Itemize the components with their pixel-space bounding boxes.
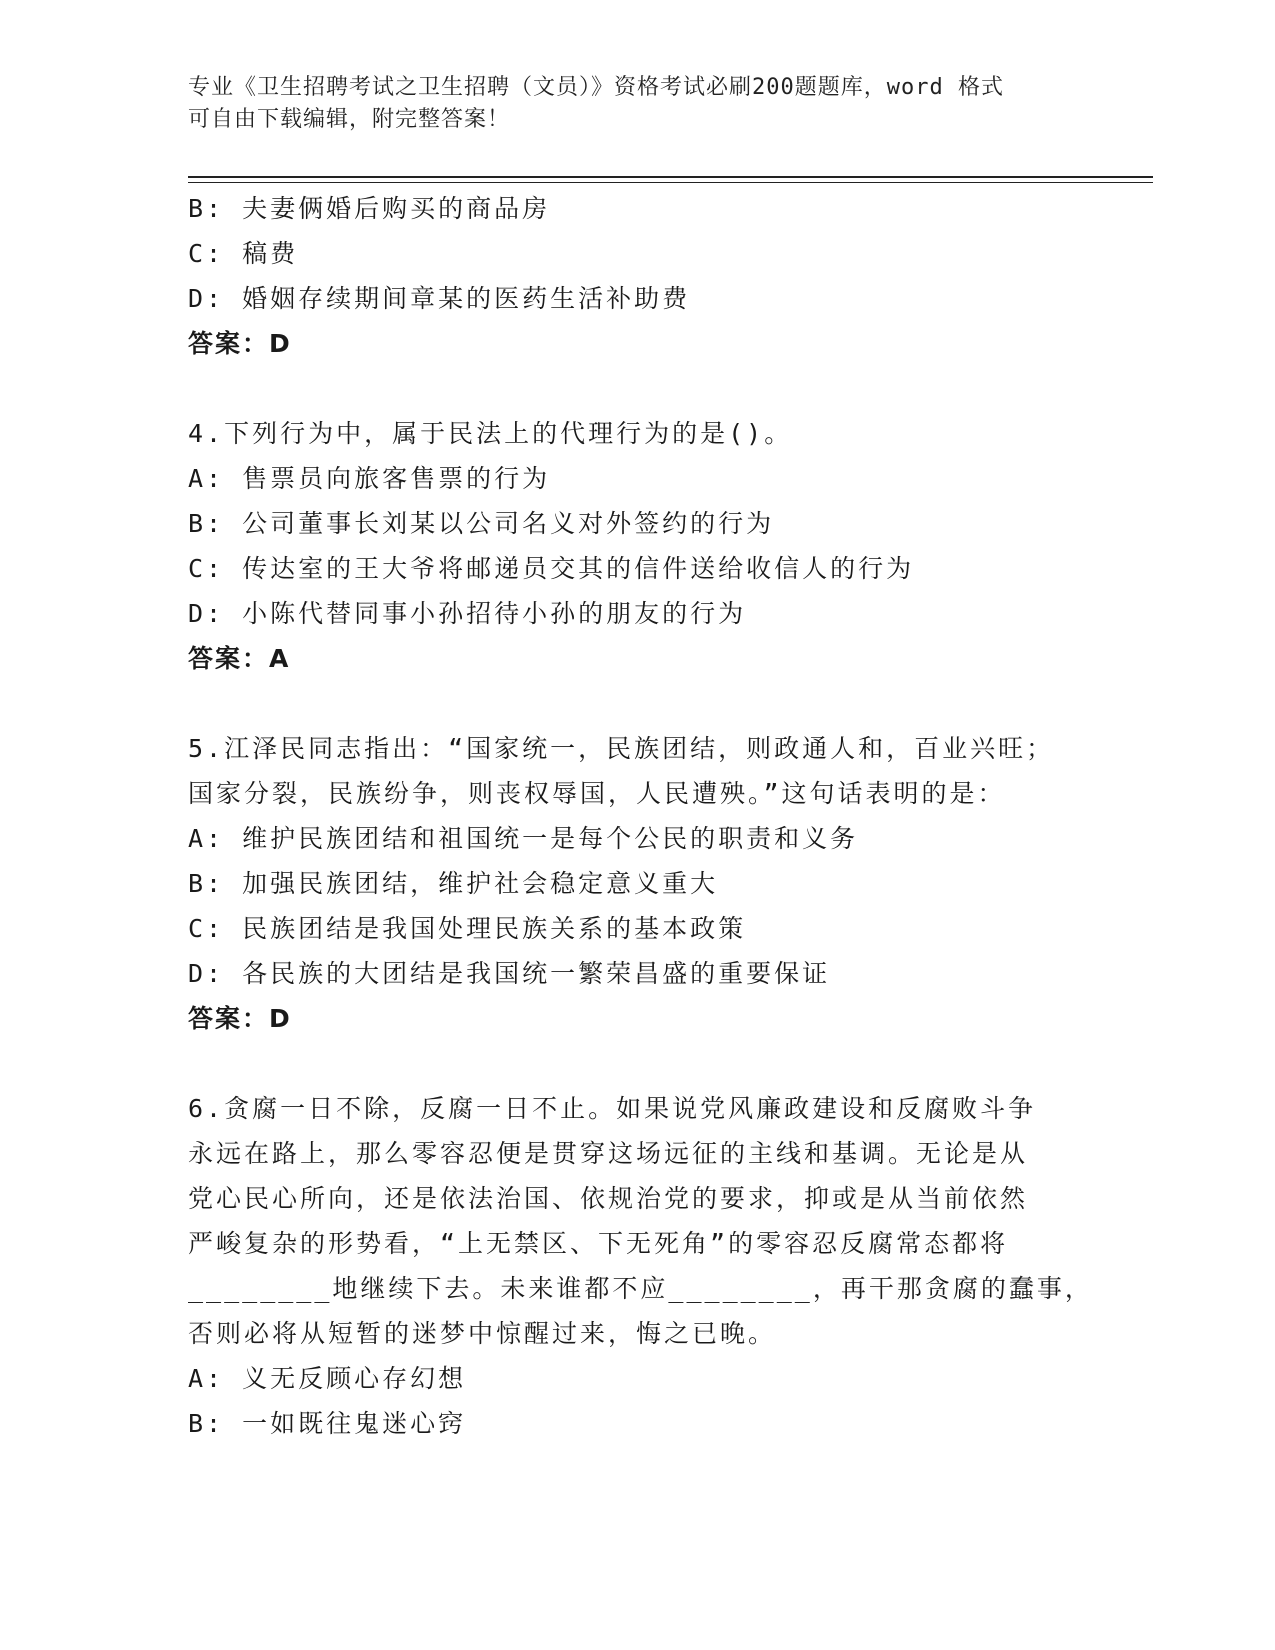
- question-6-block: [188, 1086, 1093, 1446]
- spacer: [188, 1041, 1068, 1086]
- q4-option-a: A: 售票员向旅客售票的行为: [188, 464, 551, 493]
- q6-option-b: B: 一如既往鬼迷心窍: [188, 1409, 467, 1438]
- q6-question-line-4: 严峻复杂的形势看，“上无禁区、下无死角”的零容忍反腐常态都将: [188, 1229, 1009, 1258]
- header-line-1: 专业《卫生招聘考试之卫生招聘（文员）》资格考试必刷200题题库，word 格式: [188, 75, 1004, 100]
- q5-question-line-2: 国家分裂，民族纷争，则丧权辱国，人民遭殃。”这句话表明的是：: [188, 779, 1006, 808]
- q6-question-line-2: 永远在路上，那么零容忍便是贯穿这场远征的主线和基调。无论是从: [188, 1139, 1029, 1168]
- q6-question-line-5: ________地继续下去。未来谁都不应________，再干那贪腐的蠢事，: [188, 1274, 1093, 1303]
- q4-answer: 答案：A: [188, 644, 291, 673]
- header-divider-thin: [188, 182, 1153, 183]
- q3-answer: 答案：D: [188, 329, 292, 358]
- spacer: [188, 366, 1068, 411]
- question-4-block: [188, 411, 1068, 681]
- question-5-block: [188, 726, 1068, 1041]
- q3-option-b: B: 夫妻俩婚后购买的商品房: [188, 194, 551, 223]
- spacer: [188, 681, 1068, 726]
- header-line-2: 可自由下载编辑，附完整答案！: [188, 107, 511, 132]
- question-3-block: [188, 186, 1068, 366]
- q6-question-line-3: 党心民心所向，还是依法治国、依规治党的要求，抑或是从当前依然: [188, 1184, 1029, 1213]
- q4-option-c: C: 传达室的王大爷将邮递员交其的信件送给收信人的行为: [188, 554, 915, 583]
- q4-option-d: D: 小陈代替同事小孙招待小孙的朋友的行为: [188, 599, 747, 628]
- q4-option-b: B: 公司董事长刘某以公司名义对外签约的行为: [188, 509, 775, 538]
- q6-option-a: A: 义无反顾心存幻想: [188, 1364, 467, 1393]
- q5-option-c: C: 民族团结是我国处理民族关系的基本政策: [188, 914, 747, 943]
- q4-question: 4.下列行为中，属于民法上的代理行为的是()。: [188, 419, 793, 448]
- q3-option-d: D: 婚姻存续期间章某的医药生活补助费: [188, 284, 691, 313]
- q6-question-line-6: 否则必将从短暂的迷梦中惊醒过来，悔之已晚。: [188, 1319, 777, 1348]
- document-header: [188, 72, 1068, 136]
- question-content: [188, 186, 1093, 1446]
- q3-option-c: C: 稿费: [188, 239, 299, 268]
- q6-question-line-1: 6.贪腐一日不除，反腐一日不止。如果说党风廉政建设和反腐败斗争: [188, 1094, 1037, 1123]
- header-divider-thick: [188, 176, 1153, 178]
- q5-option-a: A: 维护民族团结和祖国统一是每个公民的职责和义务: [188, 824, 859, 853]
- q5-option-b: B: 加强民族团结，维护社会稳定意义重大: [188, 869, 719, 898]
- q5-option-d: D: 各民族的大团结是我国统一繁荣昌盛的重要保证: [188, 959, 831, 988]
- q5-question-line-1: 5.江泽民同志指出：“国家统一，民族团结，则政通人和，百业兴旺；: [188, 734, 1055, 763]
- q5-answer: 答案：D: [188, 1004, 292, 1033]
